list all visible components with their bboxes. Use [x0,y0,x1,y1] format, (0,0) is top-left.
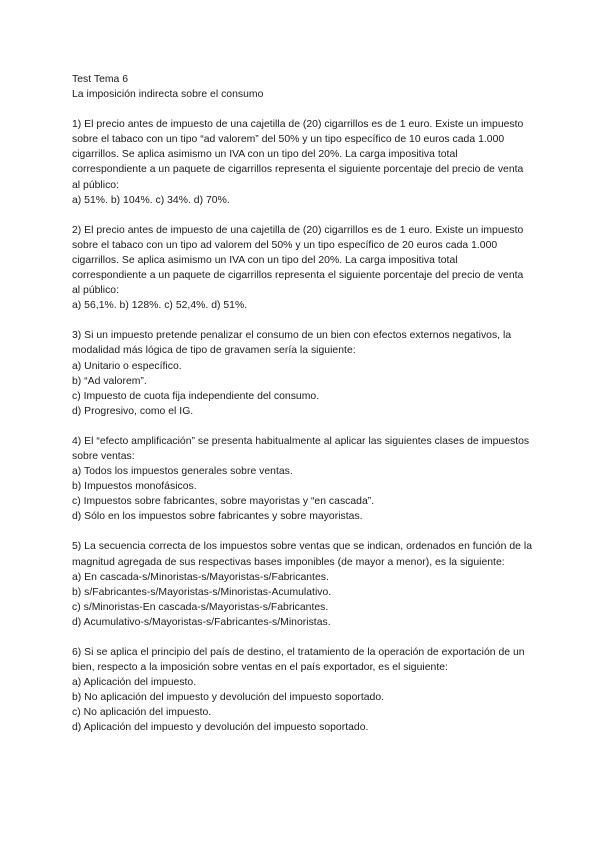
question-6 [72,645,532,736]
question-2 [72,223,532,314]
question-stem: 3) Si un impuesto pretende penalizar el consumo de un bien con efectos externos negativos, la modalidad más lógica de tipo de gravamen sería la siguiente: [72,330,512,357]
option-c: c) No aplicación del impuesto. [72,707,212,719]
question-3 [72,328,532,419]
question-stem: 1) El precio antes de impuesto de una cajetilla de (20) cigarrillos es de 1 euro. Existe un impuesto sobre el tabaco con un tipo “ad valorem” del 50% y un tipo específico de 10 euros cada 1.000 cigarrillos. Se aplica asimismo un IVA con un tipo del 20%. La carga impositiva total correspondiente a un paquete de cigarrillos representa el siguiente porcentaje del precio de venta al público: [72,119,524,191]
option-b: b) s/Fabricantes-s/Mayoristas-s/Minoristas-Acumulativo. [72,586,332,598]
option-b: b) No aplicación del impuesto y devolución del impuesto soportado. [72,692,385,704]
option-d: d) Sólo en los impuestos sobre fabricantes y sobre mayoristas. [72,511,363,523]
document-subtitle: La imposición indirecta sobre el consumo [72,89,264,101]
question-1 [72,117,532,208]
option-c: c) Impuestos sobre fabricantes, sobre mayoristas y “en cascada”. [72,496,375,508]
option-b: b) “Ad valorem”. [72,375,147,387]
option-a: a) Todos los impuestos generales sobre ventas. [72,466,293,478]
question-4 [72,434,532,525]
option-d: d) Progresivo, como el IG. [72,405,194,417]
document-title: Test Tema 6 [72,74,129,85]
option-c: c) Impuesto de cuota fija independiente del consumo. [72,390,320,402]
question-stem: 6) Si se aplica el principio del país de destino, el tratamiento de la operación de exportación de un bien, respecto a la imposición sobre ventas en el país exportador, es el siguiente: [72,647,525,674]
option-a: a) Unitario o específico. [72,360,182,372]
document-header [72,72,532,102]
question-stem: 4) El “efecto amplificación” se presenta habitualmente al aplicar las siguientes clases de impuestos sobre ventas: [72,435,530,462]
document-page [72,72,532,751]
question-options: a) 56,1%. b) 128%. c) 52,4%. d) 51%. [72,300,248,312]
question-stem: 5) La secuencia correcta de los impuestos sobre ventas que se indican, ordenados en función de la magnitud agregada de sus respectivas bases imponibles (de mayor a menor), es la siguiente: [72,541,532,568]
option-d: d) Aplicación del impuesto y devolución del impuesto soportado. [72,722,369,734]
option-c: c) s/Minoristas-En cascada-s/Mayoristas-s/Fabricantes. [72,601,329,613]
option-a: a) En cascada-s/Minoristas-s/Mayoristas-s/Fabricantes. [72,571,329,583]
question-stem: 2) El precio antes de impuesto de una cajetilla de (20) cigarrillos es de 1 euro. Existe un impuesto sobre el tabaco con un tipo ad valorem del 50% y un tipo específico de 20 euros cada 1.000 cigarrillos. Se aplica asimismo un IVA con un tipo del 20%. La carga impositiva total correspondiente a un paquete de cigarrillos representa el siguiente porcentaje del precio de venta al público: [72,224,524,297]
option-b: b) Impuestos monofásicos. [72,481,197,493]
question-5 [72,539,532,630]
question-options: a) 51%. b) 104%. c) 34%. d) 70%. [72,194,230,206]
option-d: d) Acumulativo-s/Mayoristas-s/Fabricantes-s/Minoristas. [72,616,331,628]
option-a: a) Aplicación del impuesto. [72,677,197,689]
